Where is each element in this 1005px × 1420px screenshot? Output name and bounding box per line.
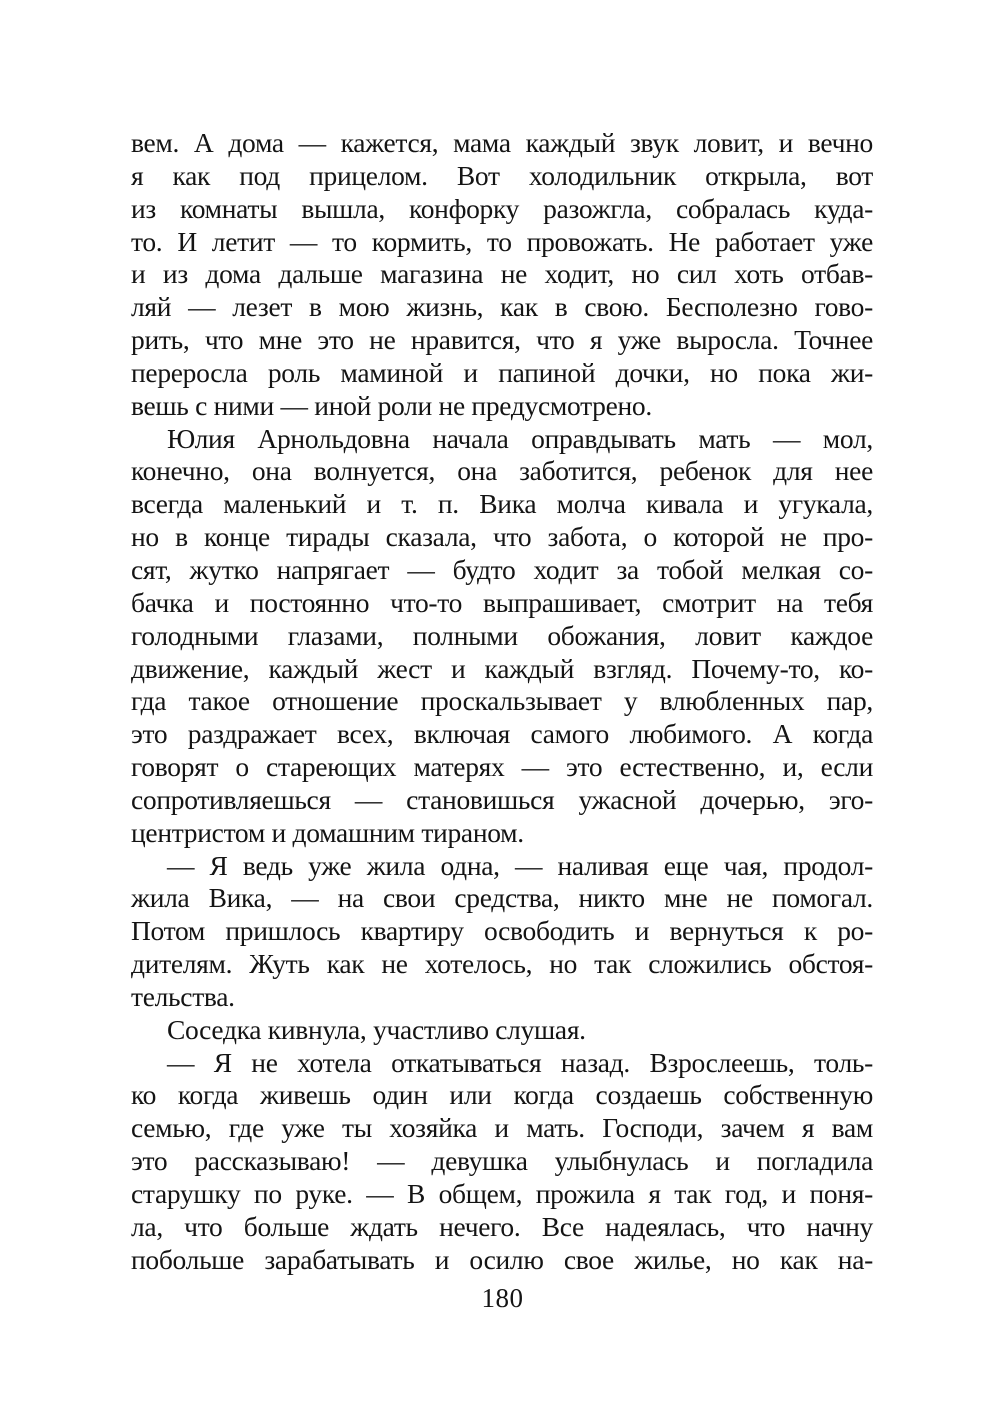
text-line: переросла роль маминой и папиной дочки, но пока жи- xyxy=(131,356,873,388)
text-line: — Я ведь уже жила одна, — наливая еще чая, продол- xyxy=(167,849,873,881)
text-line: я как под прицелом. Вот холодильник открыла, вот xyxy=(131,159,873,191)
text-line: — Я не хотела откатываться назад. Взрослеешь, толь- xyxy=(167,1046,873,1078)
page-number: 180 xyxy=(481,1283,524,1313)
text-line: гда такое отношение проскальзывает у влюбленных пар, xyxy=(131,685,873,717)
text-line: жила Вика, — на свои средства, никто мне не помогал. xyxy=(131,882,873,914)
paragraph xyxy=(131,127,873,423)
text-line: семью, где уже ты хозяйка и мать. Господи, зачем я вам xyxy=(131,1112,873,1144)
text-line: рить, что мне это не нравится, что я уже выросла. Точнее xyxy=(131,324,873,356)
text-line: бачка и постоянно что-то выпрашивает, смотрит на тебя xyxy=(131,586,873,618)
text-line: сопротивляешься — становишься ужасной дочерью, эго- xyxy=(131,783,873,815)
text-line: ла, что больше ждать нечего. Все надеялась, что начну xyxy=(131,1210,873,1242)
text-line: тельства. xyxy=(131,980,235,1012)
text-line: движение, каждый жест и каждый взгляд. Почему-то, ко- xyxy=(131,652,873,684)
paragraph xyxy=(131,850,873,1014)
text-line: то. И летит — то кормить, то провожать. Не работает уже xyxy=(131,225,873,257)
text-line: вешь с ними — иной роли не предусмотрено. xyxy=(131,389,652,421)
text-line: сят, жутко напрягает — будто ходит за тобой мелкая со- xyxy=(131,553,873,585)
text-line: это раздражает всех, включая самого любимого. А когда xyxy=(131,718,873,750)
text-line: говорят о стареющих матерях — это естественно, и, если xyxy=(131,751,873,783)
text-line: старушку по руке. — В общем, прожила я так год, и поня- xyxy=(131,1178,873,1209)
page-text xyxy=(131,127,873,1277)
text-line: всегда маленький и т. п. Вика молча кивала и угукала, xyxy=(131,488,873,520)
text-line: побольше зарабатывать и осилю свое жилье, но как на- xyxy=(131,1243,873,1275)
text-line: Потом пришлось квартиру освободить и вернуться к ро- xyxy=(131,915,873,947)
text-line: дителям. Жуть как не хотелось, но так сложились обстоя- xyxy=(131,948,873,980)
text-line: вем. А дома — кажется, мама каждый звук ловит, и вечно xyxy=(131,127,873,158)
text-line: это рассказываю! — девушка улыбнулась и погладила xyxy=(131,1145,873,1177)
text-line: голодными глазами, полными обожания, ловит каждое xyxy=(131,619,873,651)
paragraph xyxy=(131,423,873,850)
text-line: и из дома дальше магазина не ходит, но сил хоть отбав- xyxy=(131,258,873,290)
text-line: Соседка кивнула, участливо слушая. xyxy=(167,1013,586,1045)
paragraph xyxy=(131,1014,873,1047)
text-line: Юлия Арнольдовна начала оправдывать мать — мол, xyxy=(167,422,873,454)
text-line: но в конце тирады сказала, что забота, о которой не про- xyxy=(131,521,873,553)
text-line: центристом и домашним тираном. xyxy=(131,816,524,848)
paragraph xyxy=(131,1047,873,1277)
text-line: ко когда живешь один или когда создаешь собственную xyxy=(131,1079,873,1111)
text-line: из комнаты вышла, конфорку разожгла, собралась куда- xyxy=(131,192,873,224)
text-line: конечно, она волнуется, она заботится, ребенок для нее xyxy=(131,455,873,487)
text-line: ляй — лезет в мою жизнь, как в свою. Бесполезно гово- xyxy=(131,291,873,323)
